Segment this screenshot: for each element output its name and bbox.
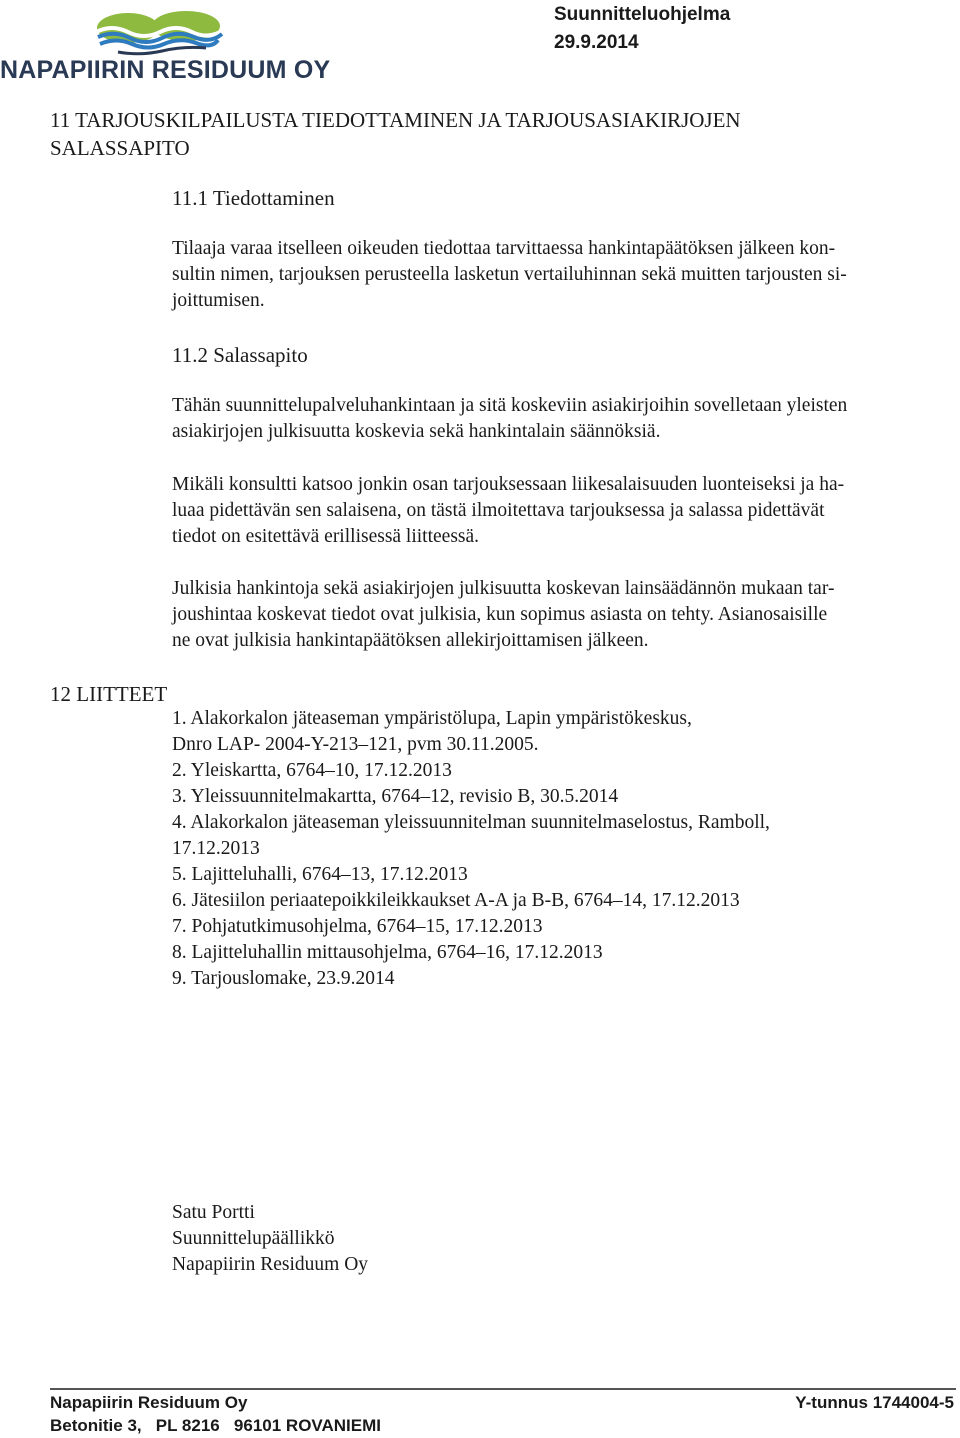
subsection-11-2-paragraph-3 [172, 576, 957, 654]
paragraph-line: ne ovat julkisia hankintapäätöksen allekirjoittamisen jälkeen. [172, 630, 649, 651]
footer-company: Napapiirin Residuum Oy [50, 1393, 248, 1412]
list-item: 5. Lajitteluhalli, 6764–13, 17.12.2013 [172, 864, 468, 885]
list-item: 7. Pohjatutkimusohjelma, 6764–15, 17.12.2013 [172, 916, 543, 937]
paragraph-line: sultin nimen, tarjouksen perusteella lasketun vertailuhinnan sekä muitten tarjousten si- [172, 264, 847, 285]
list-item: 2. Yleiskartta, 6764–10, 17.12.2013 [172, 760, 452, 781]
paragraph-line: luaa pidettävän sen salaisena, on tästä ilmoitettava tarjouksessa ja salassa pidettävät [172, 500, 825, 521]
document-type: Suunnitteluohjelma [554, 4, 731, 25]
list-item: 8. Lajitteluhallin mittausohjelma, 6764–16, 17.12.2013 [172, 942, 603, 963]
attachments-list [172, 706, 770, 992]
paragraph-line: asiakirjojen julkisuutta koskevia sekä hankintalain säännöksiä. [172, 421, 661, 442]
section-12-title: 12 LIITTEET [50, 682, 168, 706]
signer-company: Napapiirin Residuum Oy [172, 1254, 369, 1275]
list-item: 3. Yleissuunnitelmakartta, 6764–12, revisio B, 30.5.2014 [172, 786, 619, 807]
list-item: 4. Alakorkalon jäteaseman yleissuunnitelman suunnitelmaselostus, Ramboll, [172, 812, 770, 833]
signer-name: Satu Portti [172, 1202, 255, 1223]
subsection-11-2-title: 11.2 Salassapito [172, 343, 308, 367]
paragraph-line: tiedot on esitettävä erillisessä liitteessä. [172, 526, 480, 547]
signature-block [172, 1200, 368, 1278]
list-item: Dnro LAP- 2004-Y-213–121, pvm 30.11.2005. [172, 734, 539, 755]
footer-divider [50, 1388, 956, 1390]
subsection-11-1-title: 11.1 Tiedottaminen [172, 186, 335, 210]
subsection-11-2-paragraph-2 [172, 472, 957, 550]
paragraph-line: Mikäli konsultti katsoo jonkin osan tarjouksessaan liikesalaisuuden luonteiseksi ja ha- [172, 474, 845, 495]
list-item: 17.12.2013 [172, 838, 260, 859]
section-11-title-line1: 11 TARJOUSKILPAILUSTA TIEDOTTAMINEN JA TARJOUSASIAKIRJOJEN [50, 108, 741, 132]
document-date: 29.9.2014 [554, 32, 639, 53]
logo-mark-icon [0, 4, 330, 60]
paragraph-line: joushintaa koskevat tiedot ovat julkisia, kun sopimus asiasta on tehty. Asianosaisille [172, 604, 828, 625]
subsection-11-1-paragraph [172, 236, 957, 314]
paragraph-line: Julkisia hankintoja sekä asiakirjojen julkisuutta koskevan lainsäädännön mukaan tar- [172, 578, 835, 599]
paragraph-line: Tähän suunnittelupalveluhankintaan ja sitä koskeviin asiakirjoihin sovelletaan yleisten [172, 395, 848, 416]
subsection-11-2-paragraph-1 [172, 393, 957, 445]
signer-role: Suunnittelupäällikkö [172, 1228, 335, 1249]
section-11-heading [50, 106, 910, 162]
list-item: 9. Tarjouslomake, 23.9.2014 [172, 968, 395, 989]
paragraph-line: Tilaaja varaa itselleen oikeuden tiedottaa tarvittaessa hankintapäätöksen jälkeen kon- [172, 238, 836, 259]
list-item: 1. Alakorkalon jäteaseman ympäristölupa, Lapin ympäristökeskus, [172, 708, 692, 729]
footer-business-id: Y-tunnus 1744004-5 [795, 1393, 954, 1412]
logo-text: NAPAPIIRIN RESIDUUM OY [0, 56, 331, 84]
paragraph-line: joittumisen. [172, 290, 265, 311]
section-11-title-line2: SALASSAPITO [50, 136, 190, 160]
footer-address: Betonitie 3, PL 8216 96101 ROVANIEMI [50, 1416, 381, 1435]
list-item: 6. Jätesiilon periaatepoikkileikkaukset A-A ja B-B, 6764–14, 17.12.2013 [172, 890, 740, 911]
